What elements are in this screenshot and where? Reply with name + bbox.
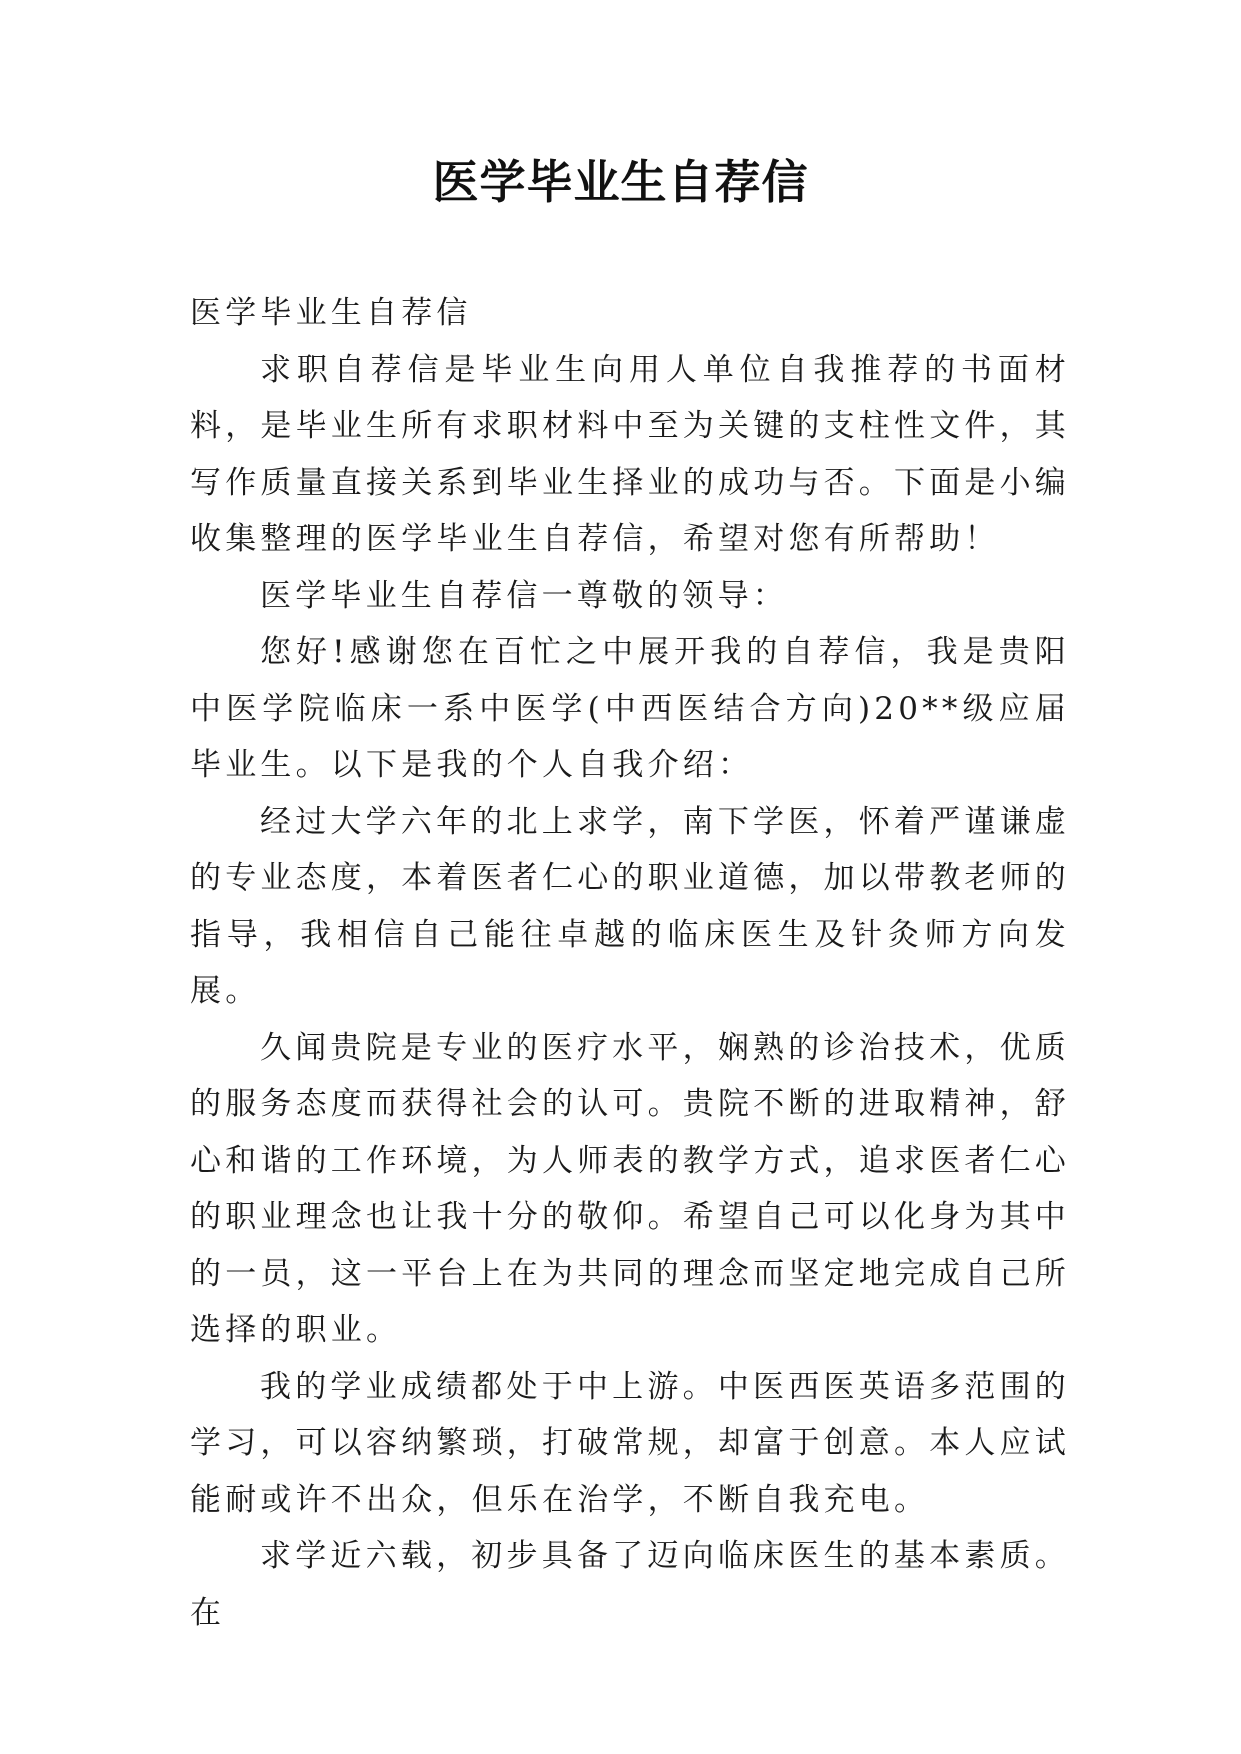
- body-paragraph: 医学毕业生自荐信一尊敬的领导：: [260, 577, 788, 614]
- document-title: 医学毕业生自荐信: [432, 155, 809, 209]
- body-paragraph: 经过大学六年的北上求学，南下学医，怀着严谨谦虚的专业态度，本着医者仁心的职业道德，加以带教老师的指导，我相信自己能往卓越的临床医生及针灸师方向发展。: [190, 803, 1070, 1009]
- body-paragraph: 求职自荐信是毕业生向用人单位自我推荐的书面材料，是毕业生所有求职材料中至为关键的支柱性文件，其写作质量直接关系到毕业生择业的成功与否。下面是小编收集整理的医学毕业生自荐信，希望对您有所帮助！: [190, 351, 1070, 557]
- document-body: [190, 285, 1070, 1641]
- body-paragraph: 您好!感谢您在百忙之中展开我的自荐信，我是贵阳中医学院临床一系中医学(中西医结合方向)20**级应届毕业生。以下是我的个人自我介绍：: [190, 634, 1070, 783]
- body-paragraph: 求学近六载，初步具备了迈向临床医生的基本素质。在: [190, 1538, 1070, 1631]
- body-paragraph: 我的学业成绩都处于中上游。中医西医英语多范围的学习，可以容纳繁琐，打破常规，却富于创意。本人应试能耐或许不出众，但乐在治学，不断自我充电。: [190, 1368, 1070, 1518]
- body-paragraph: 久闻贵院是专业的医疗水平，娴熟的诊治技术，优质的服务态度而获得社会的认可。贵院不断的进取精神，舒心和谐的工作环境，为人师表的教学方式，追求医者仁心的职业理念也让我十分的敬仰。希望自己可以化身为其中的一员，这一平台上在为共同的理念而坚定地完成自己所选择的职业。: [190, 1029, 1070, 1348]
- body-paragraph: 医学毕业生自荐信: [190, 295, 472, 331]
